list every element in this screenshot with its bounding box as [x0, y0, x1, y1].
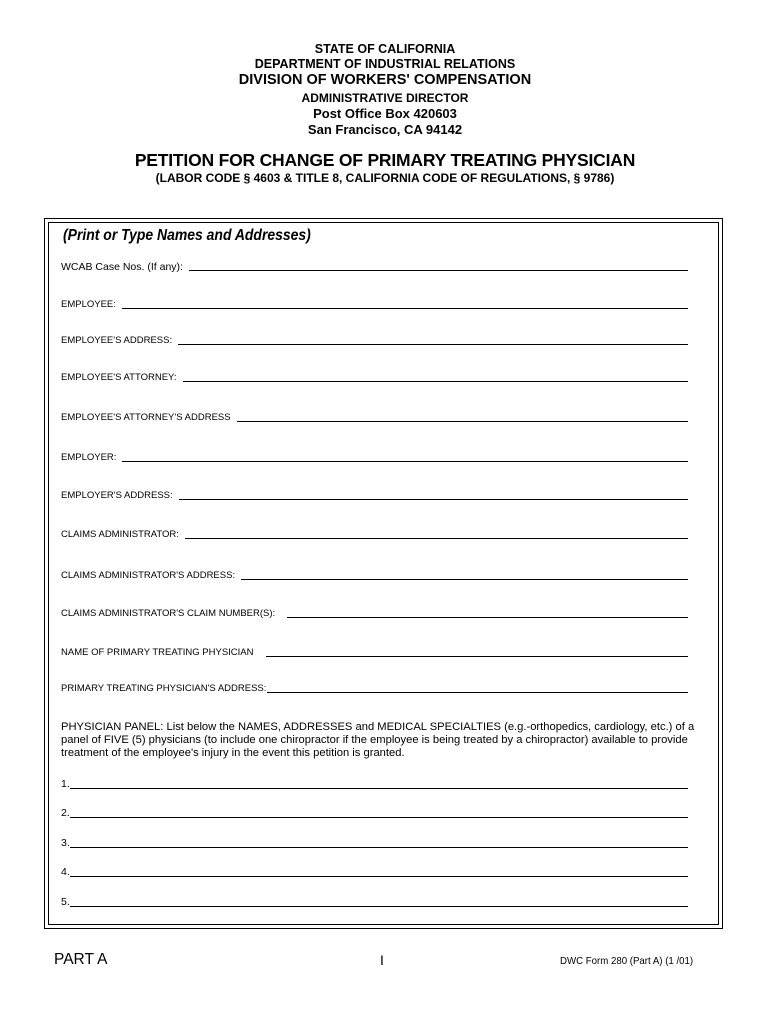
panel-item-1[interactable] — [61, 776, 688, 790]
employee-attorney-address-field[interactable] — [61, 408, 688, 424]
primary-physician-field[interactable] — [61, 643, 688, 659]
form-inner-border — [48, 222, 719, 925]
employee-line[interactable] — [122, 308, 688, 309]
part-label: PART A — [54, 951, 108, 968]
panel-item-number: 2. — [61, 807, 70, 819]
employer-field[interactable] — [61, 448, 688, 464]
city-address: San Francisco, CA 94142 — [307, 122, 463, 137]
wcab-case-field[interactable] — [61, 257, 688, 273]
section-heading: (Print or Type Names and Addresses) — [63, 227, 311, 244]
form-identifier: DWC Form 280 (Part A) (1 /01) — [560, 955, 694, 967]
department-name: DEPARTMENT OF INDUSTRIAL RELATIONS — [254, 57, 516, 71]
employer-address-line[interactable] — [179, 499, 688, 500]
employee-address-field[interactable] — [61, 331, 688, 347]
claims-administrator-address-line[interactable] — [241, 579, 688, 580]
panel-item-number: 3. — [61, 837, 70, 849]
agency-header — [0, 42, 770, 138]
primary-physician-line[interactable] — [266, 656, 689, 657]
employee-label: EMPLOYEE: — [61, 299, 116, 310]
employee-attorney-field[interactable] — [61, 368, 688, 384]
administrative-director: ADMINISTRATIVE DIRECTOR — [301, 91, 469, 105]
physician-panel-instructions: PHYSICIAN PANEL: List below the NAMES, ADDRESSES and MEDICAL SPECIALTIES (e.g.-orthopedics, cardiology, etc.) of a panel of FIVE (5) physicians (to include one chiropractor if the employee is being treated by a chiropractor) available to provide treatment of the employee's injury in the event this petition is granted. — [61, 721, 695, 759]
panel-item-number: 1. — [61, 778, 70, 790]
panel-item-2[interactable] — [61, 805, 688, 819]
division-name: DIVISION OF WORKERS' COMPENSATION — [238, 72, 532, 88]
employer-line[interactable] — [122, 461, 688, 462]
wcab-case-label: WCAB Case Nos. (If any): — [61, 261, 183, 273]
primary-physician-label: NAME OF PRIMARY TREATING PHYSICIAN — [61, 647, 254, 658]
state-name: STATE OF CALIFORNIA — [314, 42, 456, 56]
claim-number-field[interactable] — [61, 604, 688, 620]
panel-item-3[interactable] — [61, 835, 688, 849]
claims-administrator-address-label: CLAIMS ADMINISTRATOR'S ADDRESS: — [61, 570, 236, 581]
panel-item-line[interactable] — [70, 847, 688, 848]
claim-number-line[interactable] — [287, 617, 688, 618]
employee-attorney-label: EMPLOYEE'S ATTORNEY: — [61, 372, 177, 383]
form-title: PETITION FOR CHANGE OF PRIMARY TREATING PHYSICIAN — [134, 150, 636, 170]
primary-physician-address-field[interactable] — [61, 679, 688, 695]
page-number: I — [380, 952, 384, 968]
employee-attorney-line[interactable] — [183, 381, 689, 382]
panel-item-number: 4. — [61, 866, 70, 878]
panel-item-line[interactable] — [70, 876, 688, 877]
form-subtitle: (LABOR CODE § 4603 & TITLE 8, CALIFORNIA CODE OF REGULATIONS, § 9786) — [155, 171, 615, 185]
claims-administrator-address-field[interactable] — [61, 566, 688, 582]
employee-address-line[interactable] — [178, 344, 688, 345]
primary-physician-address-line[interactable] — [267, 692, 688, 693]
employee-address-label: EMPLOYEE'S ADDRESS: — [61, 335, 173, 346]
panel-item-line[interactable] — [70, 817, 688, 818]
claims-administrator-field[interactable] — [61, 525, 688, 541]
post-office-box: Post Office Box 420603 — [313, 106, 457, 121]
employer-address-field[interactable] — [61, 486, 688, 502]
claim-number-label: CLAIMS ADMINISTRATOR'S CLAIM NUMBER(S): — [61, 608, 276, 619]
panel-item-4[interactable] — [61, 864, 688, 878]
claims-administrator-line[interactable] — [185, 538, 688, 539]
panel-item-number: 5. — [61, 896, 70, 908]
employee-field[interactable] — [61, 295, 688, 311]
panel-item-line[interactable] — [70, 788, 688, 789]
panel-item-line[interactable] — [70, 906, 688, 907]
panel-item-5[interactable] — [61, 894, 688, 908]
form-outer-border — [44, 218, 723, 929]
wcab-case-line[interactable] — [189, 270, 688, 271]
employer-label: EMPLOYER: — [61, 452, 117, 463]
employer-address-label: EMPLOYER'S ADDRESS: — [61, 490, 173, 501]
employee-attorney-address-line[interactable] — [237, 421, 688, 422]
primary-physician-address-label: PRIMARY TREATING PHYSICIAN'S ADDRESS: — [61, 683, 267, 694]
employee-attorney-address-label: EMPLOYEE'S ATTORNEY'S ADDRESS — [61, 412, 231, 423]
claims-administrator-label: CLAIMS ADMINISTRATOR: — [61, 529, 179, 540]
